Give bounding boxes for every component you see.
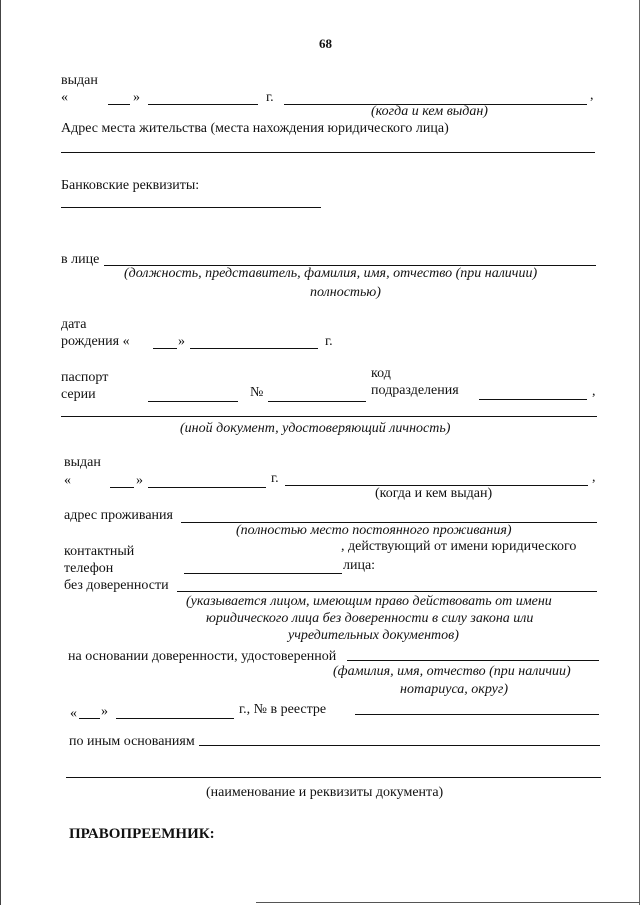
quote-close: » <box>133 90 140 105</box>
passport-label-1: паспорт <box>61 370 109 385</box>
birth-label-2: рождения « <box>61 334 130 349</box>
code-label-2: подразделения <box>371 383 459 398</box>
document-caption: (наименование и реквизиты документа) <box>206 785 444 800</box>
year-suffix-2: г. <box>271 471 279 486</box>
birth-label-1: дата <box>61 317 87 332</box>
quote-open-2: « <box>64 473 71 488</box>
code-label-1: код <box>371 366 391 381</box>
birth-quote-close: » <box>178 334 185 349</box>
passport-series-line[interactable] <box>148 401 238 402</box>
poa-label: на основании доверенности, удостоверенной <box>68 649 337 664</box>
poa-caption-1: (фамилия, имя, отчество (при наличии) <box>333 664 571 679</box>
address-label: Адрес места жительства (места нахождения юридического лица) <box>61 121 449 136</box>
scan-edge <box>256 902 640 903</box>
quote-close-2: » <box>136 473 143 488</box>
in-person-caption-2: полностью) <box>310 285 381 300</box>
no-poa-caption-2: юридического лица без доверенности в силу закона или <box>206 611 534 626</box>
no-poa-caption-3: учредительных документов) <box>288 628 459 643</box>
month-line-2[interactable] <box>148 487 266 488</box>
in-person-label: в лице <box>61 252 100 267</box>
id-document-line[interactable] <box>61 416 597 417</box>
registry-month-line[interactable] <box>116 718 234 719</box>
successor-heading: ПРАВОПРЕЕМНИК: <box>69 826 215 842</box>
quote-open: « <box>61 90 68 105</box>
acting-text-1: , действующий от имени юридического <box>341 539 577 554</box>
in-person-caption-1: (должность, представитель, фамилия, имя, отчество (при наличии) <box>124 266 538 281</box>
no-poa-caption-1: (указывается лицом, имеющим право действовать от имени <box>186 594 552 609</box>
day-line-2[interactable] <box>110 487 134 488</box>
month-line[interactable] <box>148 104 258 105</box>
phone-line[interactable] <box>184 573 342 574</box>
registry-quote-close: » <box>101 704 108 719</box>
bank-label: Банковские реквизиты: <box>61 178 200 193</box>
other-grounds-label: по иным основаниям <box>69 734 195 749</box>
acting-text-2: лица: <box>343 558 376 573</box>
document-line[interactable] <box>66 777 601 778</box>
registry-day-line[interactable] <box>79 718 100 719</box>
contact-label-2: телефон <box>64 561 114 576</box>
residence-label: адрес проживания <box>64 508 173 523</box>
comma: , <box>590 88 594 103</box>
address-line[interactable] <box>61 152 595 153</box>
issued-label-2: выдан <box>64 455 101 470</box>
birth-month-line[interactable] <box>190 348 318 349</box>
day-line[interactable] <box>108 104 130 105</box>
residence-caption: (полностью место постоянного проживания) <box>236 523 512 538</box>
page-left-edge <box>0 0 1 905</box>
comma-2: , <box>592 470 596 485</box>
no-poa-label: без доверенности <box>64 578 169 593</box>
code-line[interactable] <box>479 399 587 400</box>
issued-caption-2: (когда и кем выдан) <box>375 486 493 501</box>
registry-text: г., № в реестре <box>239 702 327 717</box>
passport-label-2: серии <box>61 387 96 402</box>
bank-line[interactable] <box>61 207 321 208</box>
poa-line[interactable] <box>347 660 599 661</box>
year-suffix: г. <box>266 90 274 105</box>
number-sign: № <box>250 385 264 400</box>
no-poa-line[interactable] <box>177 591 597 592</box>
poa-caption-2: нотариуса, округ) <box>400 682 508 697</box>
other-grounds-line[interactable] <box>199 745 600 746</box>
contact-label-1: контактный <box>64 544 135 559</box>
passport-number-line[interactable] <box>268 401 366 402</box>
birth-day-line[interactable] <box>153 348 177 349</box>
issued-caption: (когда и кем выдан) <box>371 104 488 119</box>
passport-comma: , <box>592 384 596 399</box>
registry-number-line[interactable] <box>355 714 599 715</box>
registry-quote-open: « <box>70 706 77 721</box>
page-number: 68 <box>319 36 332 51</box>
passport-caption: (иной документ, удостоверяющий личность) <box>180 421 451 436</box>
birth-year-suffix: г. <box>325 334 333 349</box>
issued-label: выдан <box>61 73 98 88</box>
